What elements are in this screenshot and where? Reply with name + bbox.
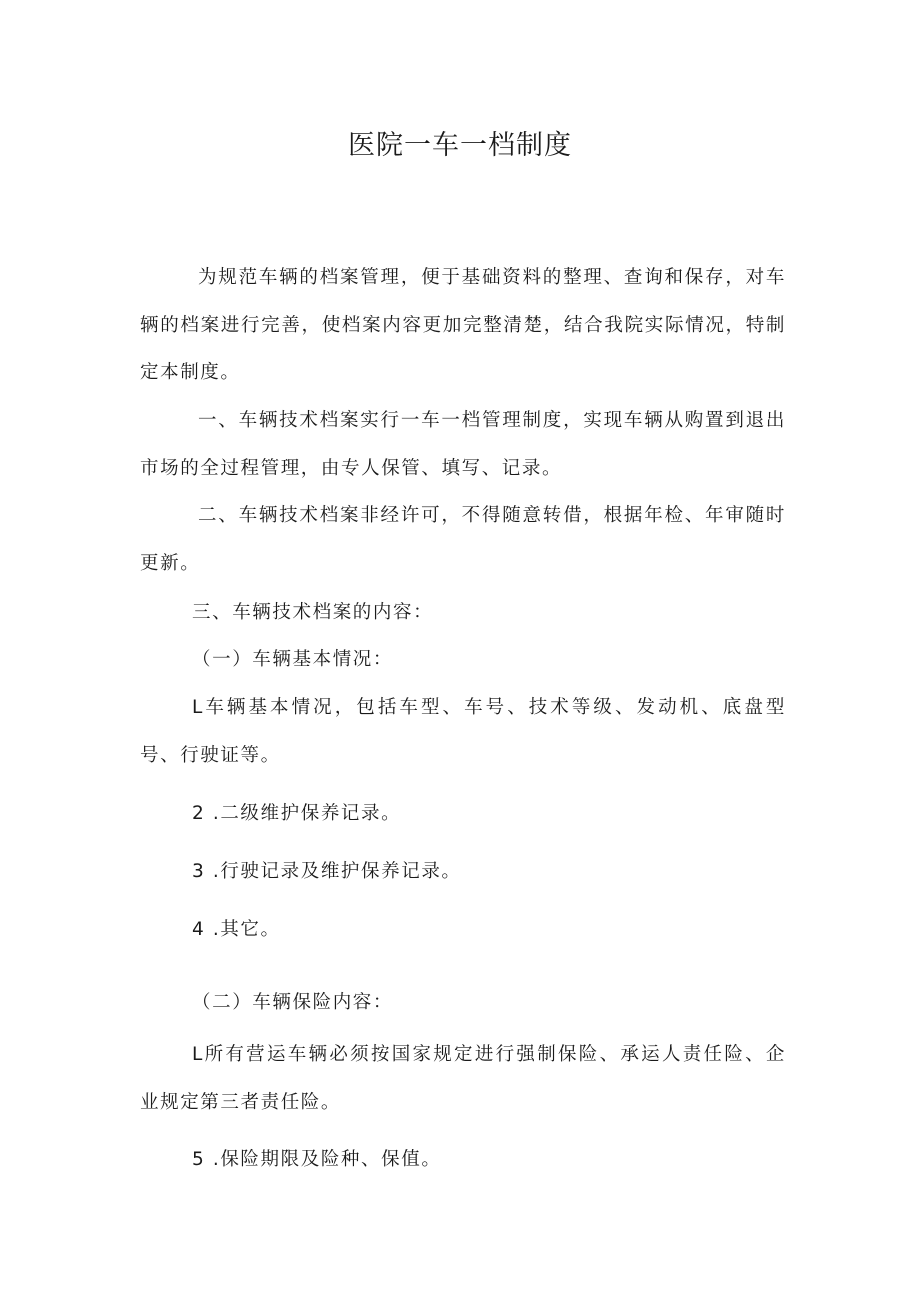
- sub-1-item-2: 2 .二级维护保养记录。: [192, 803, 402, 824]
- paragraph-item-1: 一、车辆技术档案实行一车一档管理制度，实现车辆从购置到退出市场的全过程管理，由专人保管、填写、记录。: [140, 410, 786, 479]
- sub-section-2-heading: （二）车辆保险内容：: [192, 992, 394, 1013]
- sub-section-1-heading: （一）车辆基本情况：: [192, 649, 394, 670]
- paragraph-item-2: 二、车辆技术档案非经许可，不得随意转借，根据年检、年审随时更新。: [140, 505, 786, 574]
- sub-1-item-4: 4 .其它。: [192, 919, 281, 940]
- paragraph-intro: 为规范车辆的档案管理，便于基础资料的整理、查询和保存，对车辆的档案进行完善，使档案内容更加完整清楚，结合我院实际情况，特制定本制度。: [140, 267, 786, 383]
- paragraph-item-3: 三、车辆技术档案的内容：: [192, 602, 434, 623]
- sub-1-item-1: L车辆基本情况，包括车型、车号、技术等级、发动机、底盘型号、行驶证等。: [140, 697, 786, 766]
- sub-2-item-1: L所有营运车辆必须按国家规定进行强制保险、承运人责任险、企业规定第三者责任险。: [140, 1044, 786, 1113]
- page-title: 医院一车一档制度: [348, 130, 572, 161]
- sub-1-item-3: 3 .行驶记录及维护保养记录。: [192, 861, 462, 882]
- sub-2-item-2: 5 .保险期限及险种、保值。: [192, 1149, 442, 1170]
